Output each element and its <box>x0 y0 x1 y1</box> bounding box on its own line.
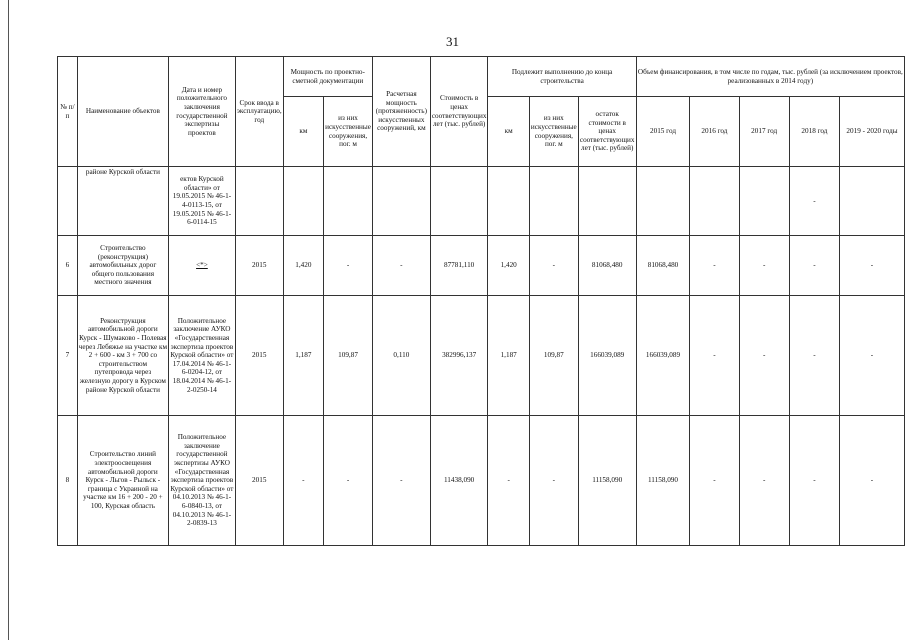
row-name: Строительство (реконструкция) автомобильных дорог общего пользования местного значения <box>77 236 168 296</box>
row-2015: 166039,089 <box>636 296 690 416</box>
row-art: 109,87 <box>324 296 373 416</box>
row-2019-2020: - <box>840 236 905 296</box>
table-row <box>58 296 905 416</box>
header-name: Наименование объектов <box>77 57 168 167</box>
financing-table <box>57 56 905 546</box>
row-calc <box>372 167 430 236</box>
row-rem-cost: 11158,090 <box>578 416 636 546</box>
row-2016: - <box>690 416 739 546</box>
row-2019-2020: - <box>840 416 905 546</box>
page-left-edge <box>8 0 9 640</box>
row-2016: - <box>690 296 739 416</box>
row-term <box>235 167 283 236</box>
row-2015: 11158,090 <box>636 416 690 546</box>
row-basis: <*> <box>169 236 236 296</box>
row-cost: 87781,110 <box>430 236 488 296</box>
row-rem-cost: 81068,480 <box>578 236 636 296</box>
row-rem-art: 109,87 <box>529 296 578 416</box>
row-num: 8 <box>58 416 78 546</box>
row-rem-art <box>529 167 578 236</box>
row-2018: - <box>789 416 839 546</box>
row-rem-cost <box>578 167 636 236</box>
row-term: 2015 <box>235 296 283 416</box>
row-rem-art: - <box>529 416 578 546</box>
row-2016: - <box>690 236 739 296</box>
header-rem-art: из них искусственные сооружения, пог. м <box>529 97 578 167</box>
header-calc-capacity: Расчетная мощность (протяженность) искусственных сооружений, км <box>372 57 430 167</box>
row-basis: Положительное заключение государственной экспертизы АУКО «Государственная экспертиза проектов Курской области» от 04.10.2013 № 46-1-6-0840-13, от 04.10.2013 № 46-1-2-0839-13 <box>169 416 236 546</box>
row-2017: - <box>739 416 789 546</box>
row-2018: - <box>789 236 839 296</box>
header-finance-group: Объем финансирования, в том числе по годам, тыс. рублей (за исключением проектов, реализованных в 2014 году) <box>636 57 904 97</box>
row-num: 7 <box>58 296 78 416</box>
header-rem-km: км <box>488 97 529 167</box>
row-name: Реконструкция автомобильной дороги Курск - Шумаково - Полевая через Лебяжье на участке км 2 + 600 - км 3 + 700 со строительством путепровода через железную дорогу в Курском районе Курской области <box>77 296 168 416</box>
header-capacity-group: Мощность по проектно-сметной документации <box>283 57 372 97</box>
row-2017: - <box>739 236 789 296</box>
header-rem-cost: остаток стоимости в ценах соответствующих лет (тыс. рублей) <box>578 97 636 167</box>
table-row <box>58 416 905 546</box>
row-calc: 0,110 <box>372 296 430 416</box>
page-number: 31 <box>446 34 459 49</box>
row-2015 <box>636 167 690 236</box>
row-2017 <box>739 167 789 236</box>
row-name: районе Курской области <box>77 167 168 236</box>
header-2015: 2015 год <box>636 97 690 167</box>
row-2017: - <box>739 296 789 416</box>
table-row <box>58 167 905 236</box>
row-2019-2020 <box>840 167 905 236</box>
row-rem-km: 1,187 <box>488 296 529 416</box>
row-num <box>58 167 78 236</box>
row-2018: - <box>789 296 839 416</box>
row-name: Строительство линий электроосвещения автомобильной дороги Курск - Льгов - Рыльск - граница с Украиной на участке км 16 + 200 - 20 + 100, Курская область <box>77 416 168 546</box>
row-km: 1,187 <box>283 296 324 416</box>
row-rem-km: 1,420 <box>488 236 529 296</box>
header-2017: 2017 год <box>739 97 789 167</box>
row-art <box>324 167 373 236</box>
row-cost: 382996,137 <box>430 296 488 416</box>
row-num: 6 <box>58 236 78 296</box>
header-2018: 2018 год <box>789 97 839 167</box>
row-calc: - <box>372 236 430 296</box>
row-basis: ектов Курской области» от 19.05.2015 № 46-1-4-0113-15, от 19.05.2015 № 46-1-6-0114-15 <box>169 167 236 236</box>
row-rem-km: - <box>488 416 529 546</box>
header-num: № п/п <box>58 57 78 167</box>
row-km: - <box>283 416 324 546</box>
header-cap-art: из них искусственные сооружения, пог. м <box>324 97 373 167</box>
row-calc: - <box>372 416 430 546</box>
header-2016: 2016 год <box>690 97 739 167</box>
row-2015: 81068,480 <box>636 236 690 296</box>
header-term: Срок ввода в эксплуатацию, год <box>235 57 283 167</box>
row-cost: 11438,090 <box>430 416 488 546</box>
header-remaining-group: Подлежит выполнению до конца строительства <box>488 57 636 97</box>
row-term: 2015 <box>235 236 283 296</box>
row-2018: - <box>789 167 839 236</box>
row-basis: Положительное заключение АУКО «Государственная экспертиза проектов Курской области» от 17.04.2014 № 46-1-6-0204-12, от 18.04.2014 № 46-1-2-0250-14 <box>169 296 236 416</box>
row-art: - <box>324 236 373 296</box>
row-km <box>283 167 324 236</box>
row-term: 2015 <box>235 416 283 546</box>
row-cost <box>430 167 488 236</box>
row-rem-km <box>488 167 529 236</box>
row-art: - <box>324 416 373 546</box>
row-rem-cost: 166039,089 <box>578 296 636 416</box>
header-2019-2020: 2019 - 2020 годы <box>840 97 905 167</box>
header-cap-km: км <box>283 97 324 167</box>
row-2019-2020: - <box>840 296 905 416</box>
header-cost: Стоимость в ценах соответствующих лет (тыс. рублей) <box>430 57 488 167</box>
table-row <box>58 236 905 296</box>
row-rem-art: - <box>529 236 578 296</box>
header-expertise: Дата и номер положительного заключения государственной экспертизы проектов <box>169 57 236 167</box>
row-2016 <box>690 167 739 236</box>
row-km: 1,420 <box>283 236 324 296</box>
